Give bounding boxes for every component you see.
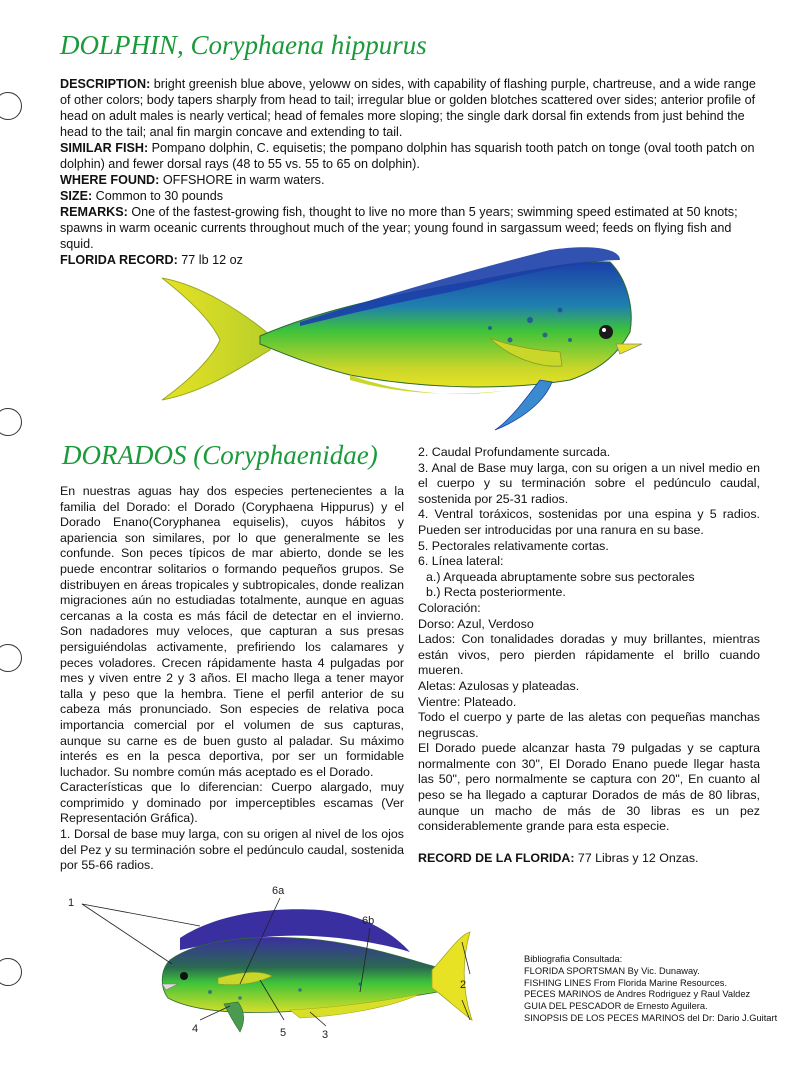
binder-hole-4 <box>0 958 22 986</box>
coloration-heading: Coloración: <box>418 600 481 615</box>
similar-label: SIMILAR FISH: <box>60 141 149 155</box>
description-text: bright greenish blue above, yeloww on sides, with capability of flashing purple, chartreuse, and a wide range of other colors; body tapers sharply from head to tail; irregular blue or golden blotches scattered over sides; anterior profile of head on adult males is nearly vertical; head of females more sloping; the single dark dorsal fin extends from just behind the head to the tail; anal fin margin concave and extending to tail. <box>60 77 756 139</box>
item-6a: a.) Arqueada abruptamente sobre sus pectorales <box>426 569 695 584</box>
where-text: OFFSHORE in warm waters. <box>159 173 325 187</box>
florida-record-label: FLORIDA RECORD: <box>60 253 178 267</box>
spanish-left-column <box>60 484 404 874</box>
spanish-intro-paragraph: En nuestras aguas hay dos especies pertenecientes a la familia del Dorado: el Dorado (Coryphaena Hippurus) y el Dorado Enano(Coryphanea equiselis), cuyos hábitos y apariencia son similares, por lo que generalmente se les confunde. Son peces típicos de mar abierto, donde se les puede encontrar solitarios o formando pequeños grupos. Se distribuyen en áreas tropicales y subtropicales, donde realizan migraciones aún no estudiadas totalmente, aunque en aguas cercanas a la costa es más fácil de detectar en el invierno. Son nadadores muy veloces, que capturan a sus presas persiguiéndolas activamente, prefiriendo los calamares y peces voladores. Crecen rápidamente hasta 4 pulgadas por mes y viven entre 2 y 3 años. El macho llega a tener mayor talla y peso que la hembra. Tiene el perfil anterior de su cabeza más pronunciado. Son especies de relativa poca importancia comercial por el volumen de sus capturas, aunque su carne es de buen gusto al paladar. Su máximo interés es en la pesca deportiva, por ser un formidable luchador. Su nombre común más aceptado es el Dorado. <box>60 484 404 779</box>
similar-para <box>60 140 760 172</box>
diagram-label-5: 5 <box>280 1027 287 1039</box>
spanish-record-text: 77 Libras y 12 Onzas. <box>574 850 699 865</box>
bibliography <box>524 954 777 1025</box>
spanish-title: DORADOS (Coryphaenidae) <box>62 440 378 470</box>
where-label: WHERE FOUND: <box>60 173 160 187</box>
coloration-manchas: Todo el cuerpo y parte de las aletas con pequeñas manchas negruscas. <box>418 710 760 740</box>
coloration-dorso: Dorso: Azul, Verdoso <box>418 616 534 631</box>
remarks-label: REMARKS: <box>60 205 128 219</box>
dolphin-fish-illustration <box>150 240 650 440</box>
coloration-lados: Lados: Con tonalidades doradas y muy brillantes, mientras están vivos, pero pierden rápidamente el brillo cuando mueren. <box>418 632 760 678</box>
item-5: 5. Pectorales relativamente cortas. <box>418 538 609 553</box>
binder-hole-1 <box>0 92 22 120</box>
diagram-label-6b: 6b <box>362 915 375 927</box>
item-3: 3. Anal de Base muy larga, con su origen a un nivel medio en el cuerpo y su terminación sobre el pedúnculo caudal, sostenida por 25-31 radios. <box>418 460 760 506</box>
size-label: SIZE: <box>60 189 93 203</box>
florida-record-text: 77 lb 12 oz <box>177 253 243 267</box>
bibliography-entry: FLORIDA SPORTSMAN By Vic. Dunaway. <box>524 965 700 976</box>
diagram-label-2: 2 <box>460 979 467 991</box>
binder-hole-2 <box>0 408 22 436</box>
spanish-right-column <box>418 445 760 866</box>
bibliography-entry: GUIA DEL PESCADOR de Ernesto Aguilera. <box>524 1001 708 1012</box>
where-para <box>60 172 760 188</box>
size-para <box>60 188 760 204</box>
spanish-record-label: RECORD DE LA FLORIDA: <box>418 850 575 865</box>
bibliography-entry: SINOPSIS DE LOS PECES MARINOS del Dr: Dario J.Guitart <box>524 1012 778 1023</box>
coloration-aletas: Aletas: Azulosas y plateadas. <box>418 678 580 693</box>
item-6: 6. Línea lateral: <box>418 554 504 569</box>
bibliography-entry: PECES MARINOS de Andres Rodriguez y Raul Valdez <box>524 989 751 1000</box>
bibliography-heading: Bibliografia Consultada: <box>524 954 623 964</box>
diagram-label-3: 3 <box>322 1029 329 1041</box>
item-2: 2. Caudal Profundamente surcada. <box>418 445 611 459</box>
spanish-record-para <box>418 851 760 867</box>
size-text: Common to 30 pounds <box>92 189 224 203</box>
description-para <box>60 76 760 140</box>
diagram-label-6a: 6a <box>272 885 285 897</box>
spanish-item-1: 1. Dorsal de base muy larga, con su origen al nivel de los ojos del Pez y su terminación sobre el pedúnculo caudal, sostenida por 55-66 radios. <box>60 827 404 873</box>
binder-hole-3 <box>0 644 22 672</box>
diagram-label-4: 4 <box>192 1023 199 1035</box>
labeled-fish-diagram <box>60 880 500 1050</box>
english-title: DOLPHIN, Coryphaena hippurus <box>60 30 427 60</box>
remarks-text: One of the fastest-growing fish, thought to live no more than 5 years; swimming speed estimated at 50 knots; spawns in warm oceanic currents throughout much of the year; young found in sargassum weed; feeds on flying fish and squid. <box>60 205 738 251</box>
description-label: DESCRIPTION: <box>60 77 151 91</box>
bibliography-entry: FISHING LINES From Florida Marine Resources. <box>524 977 728 988</box>
similar-text: Pompano dolphin, C. equisetis; the pompano dolphin has squarish tooth patch on tonge (oval tooth patch on dolphin) and fewer dorsal rays (48 to 55 vs. 55 to 65 on dolphin). <box>60 141 755 171</box>
spanish-characteristics-paragraph: Características que lo diferencian: Cuerpo alargado, muy comprimido y dominado por imperceptibles escamas (Ver Representación Gráfica). <box>60 780 404 826</box>
item-4: 4. Ventral toráxicos, sostenidas por una espina y 5 radios. Pueden ser introducidas por una ranura en su base. <box>418 507 760 537</box>
item-6b: b.) Recta posteriormente. <box>426 585 566 600</box>
size-weight-paragraph: El Dorado puede alcanzar hasta 79 pulgadas y se captura normalmente con 30", El Dorado Enano puede llegar hasta las 50", pero normalmente se captura con 20", En cuanto al peso se ha llegado a capturar Dorados de más de 80 libras, aunque un macho de más de 30 libras es un pez considerablemente grande para esta especie. <box>418 741 760 834</box>
diagram-label-1: 1 <box>68 897 75 909</box>
coloration-vientre: Vientre: Plateado. <box>418 694 517 709</box>
